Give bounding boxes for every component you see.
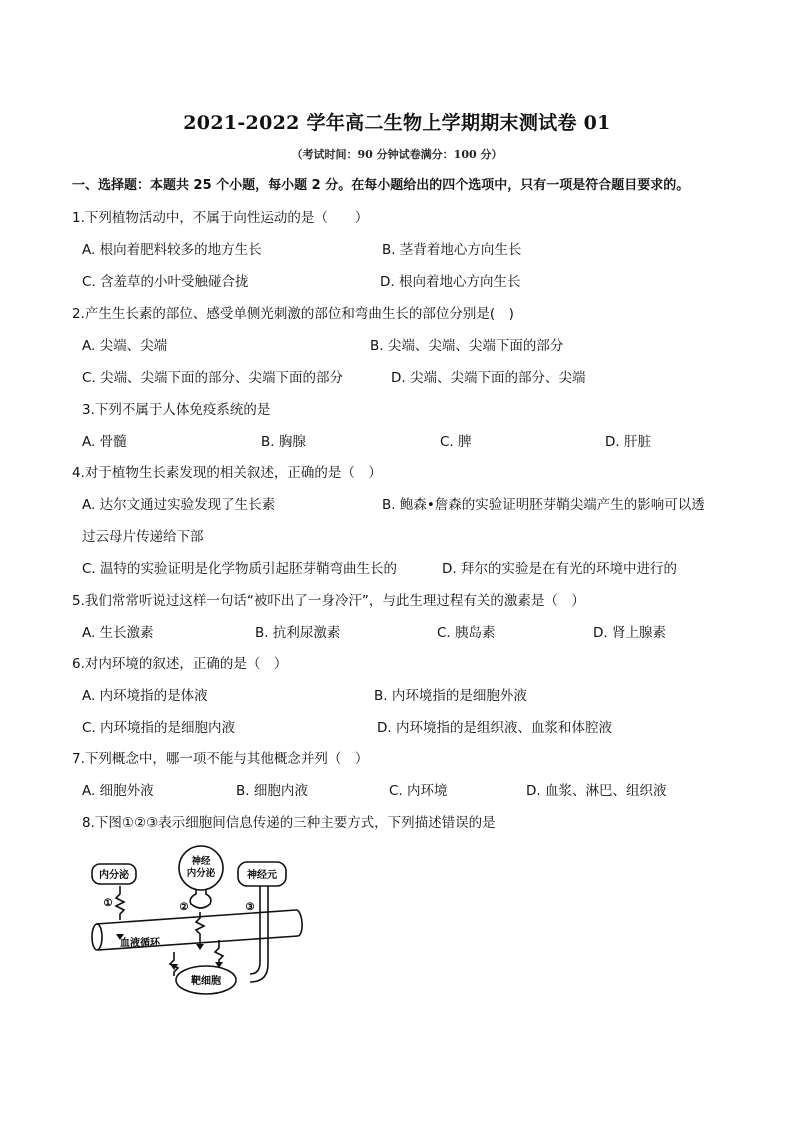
question-4-option-b: B. 鲍森•詹森的实验证明胚芽鞘尖端产生的影响可以透: [382, 497, 705, 513]
question-2-stem: 2.产生生长素的部位、感受单侧光刺激的部位和弯曲生长的部位分别是( ): [72, 306, 514, 322]
page-title: 2021-2022 学年高二生物上学期期末测试卷 01: [183, 112, 611, 134]
question-7-option-b: B. 细胞内液: [236, 783, 308, 799]
question-2-option-a: A. 尖端、尖端: [82, 338, 168, 354]
question-1-stem: 1.下列植物活动中，不属于向性运动的是（ ）: [72, 210, 369, 226]
question-4-option-b-continued: 过云母片传递给下部: [82, 529, 204, 545]
question-5-option-d: D. 肾上腺素: [593, 625, 666, 641]
neuroendocrine-label-line1: 神经: [191, 856, 211, 867]
question-4-stem: 4.对于植物生长素发现的相关叙述，正确的是（ ）: [72, 465, 382, 481]
question-3-option-a: A. 骨髓: [82, 434, 127, 450]
section-heading: 一、选择题：本题共 25 个小题，每小题 2 分。在每小题给出的四个选项中，只有一项是符合题目要求的。: [72, 178, 690, 193]
question-5-option-b: B. 抗利尿激素: [255, 625, 341, 641]
question-7-option-a: A. 细胞外液: [82, 783, 154, 799]
question-2-option-c: C. 尖端、尖端下面的部分、尖端下面的部分: [82, 370, 344, 386]
question-5-option-c: C. 胰岛素: [437, 625, 496, 641]
question-1-option-a: A. 根向着肥料较多的地方生长: [82, 242, 262, 258]
pathway-1-marker: ①: [103, 898, 113, 909]
question-3-option-c: C. 脾: [440, 434, 472, 450]
question-1-option-d: D. 根向着地心方向生长: [380, 274, 521, 290]
exam-info: （考试时间：90 分钟试卷满分：100 分）: [291, 148, 503, 161]
question-6-option-a: A. 内环境指的是体液: [82, 688, 208, 704]
question-5-option-a: A. 生长激素: [82, 625, 154, 641]
question-2-option-d: D. 尖端、尖端下面的部分、尖端: [391, 370, 586, 386]
question-7-option-d: D. 血浆、淋巴、组织液: [526, 783, 667, 799]
pathway-2-marker: ②: [179, 902, 189, 913]
question-1-option-c: C. 含羞草的小叶受触碰合拢: [82, 274, 249, 290]
signal-transmission-figure: [84, 842, 314, 1002]
question-6-option-b: B. 内环境指的是细胞外液: [374, 688, 527, 704]
blood-circulation-label: 血液循环: [120, 938, 160, 949]
question-6-option-d: D. 内环境指的是组织液、血浆和体腔液: [377, 720, 612, 736]
question-6-option-c: C. 内环境指的是细胞内液: [82, 720, 236, 736]
question-2-option-b: B. 尖端、尖端、尖端下面的部分: [370, 338, 564, 354]
target-cell-label: 靶细胞: [191, 976, 221, 987]
question-3-option-d: D. 肝脏: [605, 434, 651, 450]
neuron-label: 神经元: [247, 870, 277, 881]
question-4-option-c: C. 温特的实验证明是化学物质引起胚芽鞘弯曲生长的: [82, 561, 398, 577]
question-7-stem: 7.下列概念中，哪一项不能与其他概念并列（ ）: [72, 751, 369, 767]
question-3-stem: 3.下列不属于人体免疫系统的是: [82, 402, 271, 418]
question-4-option-d: D. 拜尔的实验是在有光的环境中进行的: [442, 561, 677, 577]
question-4-option-a: A. 达尔文通过实验发现了生长素: [82, 497, 276, 513]
neuroendocrine-label-line2: 内分泌: [186, 868, 216, 879]
question-8-stem: 8.下图①②③表示细胞间信息传递的三种主要方式，下列描述错误的是: [82, 815, 496, 831]
pathway-3-marker: ③: [245, 902, 255, 913]
question-5-stem: 5.我们常常听说过这样一句话“被吓出了一身冷汗”，与此生理过程有关的激素是（ ）: [72, 593, 585, 609]
question-6-stem: 6.对内环境的叙述，正确的是（ ）: [72, 656, 288, 672]
endocrine-label: 内分泌: [99, 870, 129, 881]
question-7-option-c: C. 内环境: [389, 783, 448, 799]
question-3-option-b: B. 胸腺: [261, 434, 306, 450]
question-1-option-b: B. 茎背着地心方向生长: [382, 242, 522, 258]
